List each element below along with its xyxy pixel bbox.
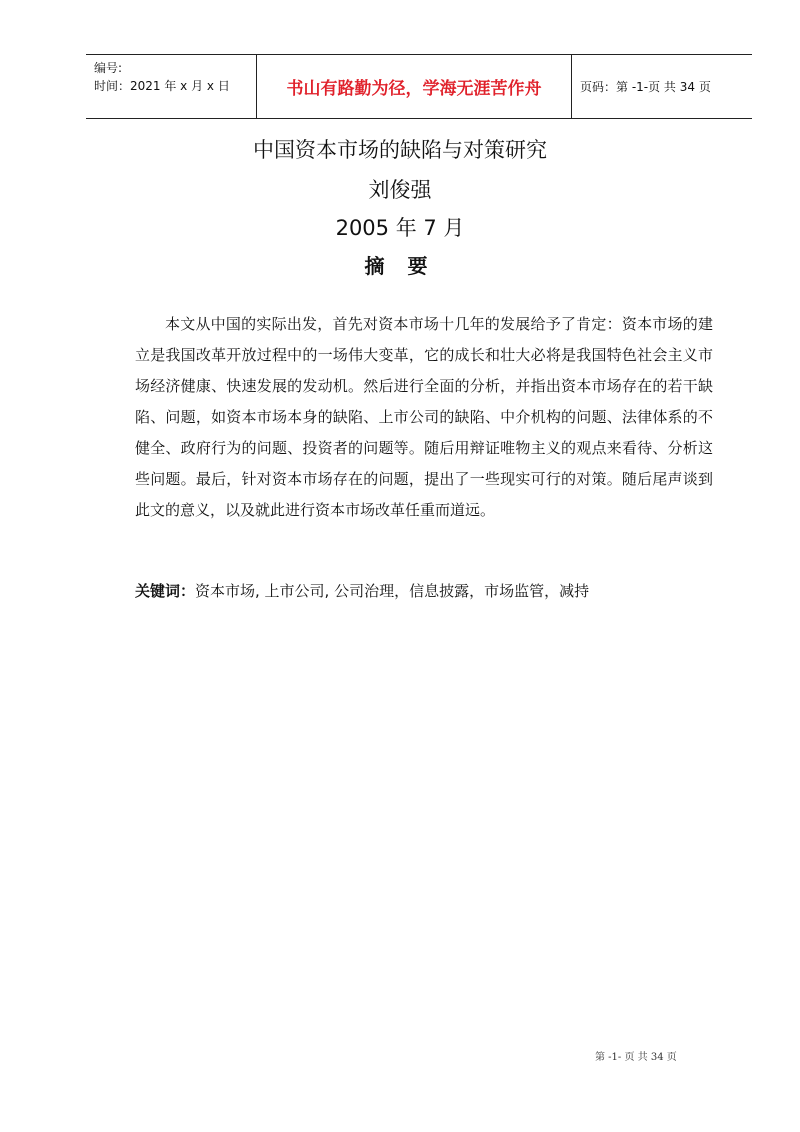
document-title: 中国资本市场的缺陷与对策研究 — [253, 138, 547, 162]
header-page-label: 页码：第 -1-页 共 34 页 — [580, 80, 711, 94]
page-header — [86, 54, 752, 119]
abstract-paragraph: 本文从中国的实际出发，首先对资本市场十几年的发展给予了肯定：资本市场的建立是我国改革开放过程中的一场伟大变革，它的成长和壮大必将是我国特色社会主义市场经济健康、快速发展的发动机。然后进行全面的分析，并指出资本市场存在的若干缺陷、问题，如资本市场本身的缺陷、上市公司的缺陷、中介机构的问题、法律体系的不健全、政府行为的问题、投资者的问题等。随后用辩证唯物主义的观点来看待、分析这些问题。最后，针对资本市场存在的问题，提出了一些现实可行的对策。随后尾声谈到此文的意义，以及就此进行资本市场改革任重而道远。 — [135, 315, 713, 519]
keywords-label: 关键词： — [135, 582, 196, 600]
keywords-list: 资本市场, 上市公司, 公司治理，信息披露，市场监管，减持 — [195, 582, 590, 600]
header-motto: 书山有路勤为径，学海无涯苦作舟 — [256, 55, 572, 118]
header-meta — [86, 55, 256, 118]
page-footer: 第 -1- 页 共 34 页 — [595, 1052, 677, 1063]
document-date: 2005 年 7 月 — [335, 216, 465, 240]
keywords-line — [135, 578, 735, 604]
abstract-heading: 摘 要 — [364, 254, 436, 278]
header-time-label: 时间：2021 年 x 月 x 日 — [94, 79, 230, 93]
document-author: 刘俊强 — [368, 178, 432, 202]
header-number-label: 编号: — [94, 61, 123, 75]
